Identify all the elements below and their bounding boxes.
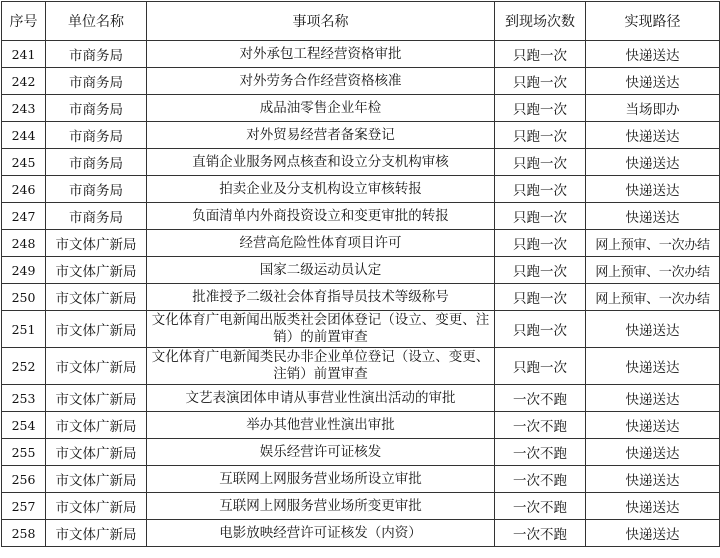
cell-no: 255 — [2, 439, 46, 466]
cell-no: 250 — [2, 284, 46, 311]
cell-item: 举办其他营业性演出审批 — [147, 412, 495, 439]
header-unit: 单位名称 — [46, 2, 147, 41]
cell-path: 网上预审、一次办结 — [586, 284, 720, 311]
cell-item: 直销企业服务网点核查和设立分支机构审核 — [147, 149, 495, 176]
table-row — [2, 412, 720, 439]
cell-item: 电影放映经营许可证核发（内资） — [147, 520, 495, 547]
cell-path: 当场即办 — [586, 95, 720, 122]
cell-no: 254 — [2, 412, 46, 439]
table-row — [2, 41, 720, 68]
table-row — [2, 385, 720, 412]
table-row — [2, 95, 720, 122]
cell-no: 246 — [2, 176, 46, 203]
cell-item: 负面清单内外商投资设立和变更审批的转报 — [147, 203, 495, 230]
table-row — [2, 311, 720, 348]
cell-item: 文化体育广电新闻类民办非企业单位登记（设立、变更、注销）前置审查 — [147, 348, 495, 385]
table-row — [2, 68, 720, 95]
cell-path: 快递送达 — [586, 385, 720, 412]
cell-visits: 一次不跑 — [495, 466, 586, 493]
cell-item: 互联网上网服务营业场所变更审批 — [147, 493, 495, 520]
cell-unit: 市商务局 — [46, 149, 147, 176]
cell-path: 快递送达 — [586, 311, 720, 348]
cell-no: 247 — [2, 203, 46, 230]
cell-path: 网上预审、一次办结 — [586, 257, 720, 284]
cell-item: 文艺表演团体申请从事营业性演出活动的审批 — [147, 385, 495, 412]
approval-items-table — [1, 1, 720, 547]
table-row — [2, 149, 720, 176]
cell-path: 快递送达 — [586, 41, 720, 68]
cell-no: 248 — [2, 230, 46, 257]
table-row — [2, 257, 720, 284]
header-no: 序号 — [2, 2, 46, 41]
header-visits: 到现场次数 — [495, 2, 586, 41]
cell-unit: 市文体广新局 — [46, 520, 147, 547]
cell-path: 快递送达 — [586, 176, 720, 203]
table-row — [2, 203, 720, 230]
cell-no: 249 — [2, 257, 46, 284]
cell-item: 娱乐经营许可证核发 — [147, 439, 495, 466]
table-row — [2, 122, 720, 149]
cell-unit: 市文体广新局 — [46, 493, 147, 520]
cell-unit: 市文体广新局 — [46, 439, 147, 466]
cell-no: 243 — [2, 95, 46, 122]
cell-visits: 一次不跑 — [495, 520, 586, 547]
cell-unit: 市文体广新局 — [46, 466, 147, 493]
cell-path: 快递送达 — [586, 122, 720, 149]
cell-visits: 只跑一次 — [495, 230, 586, 257]
cell-no: 241 — [2, 41, 46, 68]
cell-no: 253 — [2, 385, 46, 412]
header-item: 事项名称 — [147, 2, 495, 41]
cell-no: 251 — [2, 311, 46, 348]
cell-no: 257 — [2, 493, 46, 520]
table-row — [2, 348, 720, 385]
cell-item: 拍卖企业及分支机构设立审核转报 — [147, 176, 495, 203]
cell-path: 快递送达 — [586, 466, 720, 493]
cell-visits: 一次不跑 — [495, 385, 586, 412]
cell-visits: 一次不跑 — [495, 412, 586, 439]
cell-visits: 只跑一次 — [495, 203, 586, 230]
cell-visits: 只跑一次 — [495, 122, 586, 149]
cell-unit: 市文体广新局 — [46, 230, 147, 257]
cell-item: 批准授予二级社会体育指导员技术等级称号 — [147, 284, 495, 311]
cell-item: 互联网上网服务营业场所设立审批 — [147, 466, 495, 493]
table-row — [2, 230, 720, 257]
cell-unit: 市文体广新局 — [46, 385, 147, 412]
cell-visits: 一次不跑 — [495, 439, 586, 466]
cell-path: 快递送达 — [586, 203, 720, 230]
cell-unit: 市商务局 — [46, 41, 147, 68]
header-path: 实现路径 — [586, 2, 720, 41]
cell-visits: 只跑一次 — [495, 311, 586, 348]
cell-unit: 市文体广新局 — [46, 257, 147, 284]
cell-no: 258 — [2, 520, 46, 547]
table-row — [2, 284, 720, 311]
cell-path: 网上预审、一次办结 — [586, 230, 720, 257]
cell-visits: 只跑一次 — [495, 284, 586, 311]
cell-item: 文化体育广电新闻出版类社会团体登记（设立、变更、注销）的前置审查 — [147, 311, 495, 348]
table-header-row — [2, 2, 720, 41]
cell-no: 256 — [2, 466, 46, 493]
cell-item: 对外劳务合作经营资格核准 — [147, 68, 495, 95]
cell-no: 252 — [2, 348, 46, 385]
cell-path: 快递送达 — [586, 348, 720, 385]
cell-unit: 市文体广新局 — [46, 348, 147, 385]
cell-path: 快递送达 — [586, 68, 720, 95]
cell-unit: 市商务局 — [46, 203, 147, 230]
cell-unit: 市商务局 — [46, 122, 147, 149]
cell-item: 国家二级运动员认定 — [147, 257, 495, 284]
cell-item: 经营高危险性体育项目许可 — [147, 230, 495, 257]
cell-path: 快递送达 — [586, 439, 720, 466]
cell-no: 242 — [2, 68, 46, 95]
cell-visits: 只跑一次 — [495, 41, 586, 68]
table-row — [2, 466, 720, 493]
cell-visits: 只跑一次 — [495, 176, 586, 203]
table-row — [2, 520, 720, 547]
cell-visits: 只跑一次 — [495, 149, 586, 176]
cell-unit: 市商务局 — [46, 68, 147, 95]
table-row — [2, 439, 720, 466]
cell-path: 快递送达 — [586, 149, 720, 176]
cell-visits: 一次不跑 — [495, 493, 586, 520]
cell-path: 快递送达 — [586, 493, 720, 520]
cell-visits: 只跑一次 — [495, 95, 586, 122]
cell-visits: 只跑一次 — [495, 348, 586, 385]
cell-unit: 市商务局 — [46, 176, 147, 203]
cell-visits: 只跑一次 — [495, 257, 586, 284]
cell-unit: 市文体广新局 — [46, 284, 147, 311]
cell-unit: 市文体广新局 — [46, 412, 147, 439]
cell-unit: 市商务局 — [46, 95, 147, 122]
cell-no: 245 — [2, 149, 46, 176]
table-row — [2, 176, 720, 203]
cell-unit: 市文体广新局 — [46, 311, 147, 348]
cell-item: 成品油零售企业年检 — [147, 95, 495, 122]
cell-item: 对外承包工程经营资格审批 — [147, 41, 495, 68]
cell-no: 244 — [2, 122, 46, 149]
cell-path: 快递送达 — [586, 520, 720, 547]
table-row — [2, 493, 720, 520]
cell-visits: 只跑一次 — [495, 68, 586, 95]
cell-item: 对外贸易经营者备案登记 — [147, 122, 495, 149]
cell-path: 快递送达 — [586, 412, 720, 439]
